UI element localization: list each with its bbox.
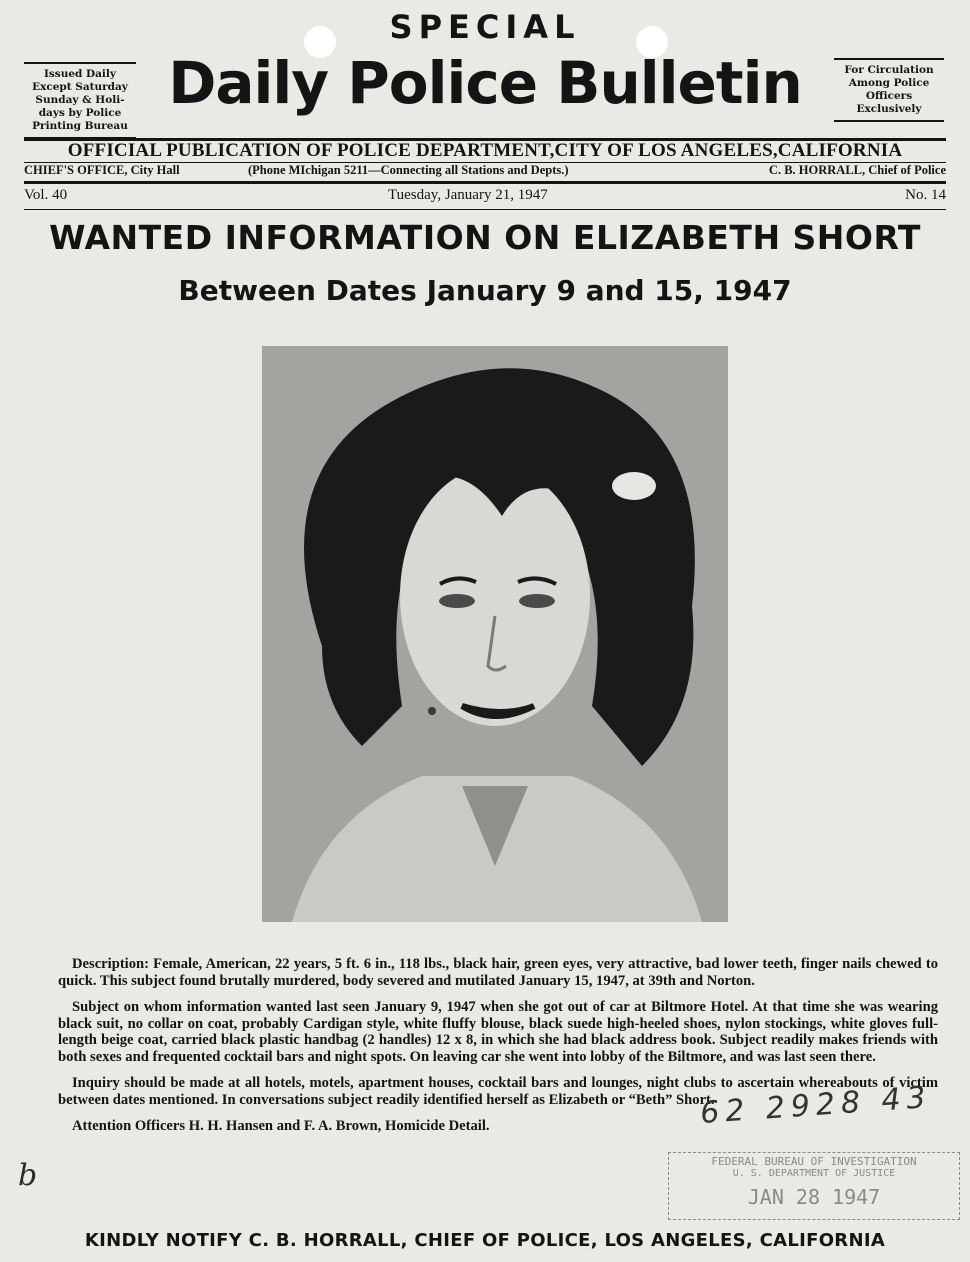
rule-bottom: [24, 209, 946, 210]
circulation-line: For Circulation: [844, 64, 934, 76]
official-publication-line: OFFICIAL PUBLICATION OF POLICE DEPARTMENT,CITY OF LOS ANGELES,CALIFORNIA: [67, 140, 903, 161]
circulation-line: Exclusively: [856, 103, 922, 115]
margin-handwriting: b: [18, 1158, 38, 1193]
issue-date: Tuesday, January 21, 1947: [388, 187, 548, 203]
circulation-box: [834, 58, 944, 122]
handwritten-file-number: 62 2928 43: [699, 1079, 933, 1132]
volume-number: Vol. 40: [24, 187, 68, 203]
issued-daily-box: [24, 62, 136, 139]
attention-paragraph: Attention Officers H. H. Hansen and F. A. Brown, Homicide Detail.: [72, 1118, 490, 1134]
portrait-illustration: [262, 346, 728, 922]
last-seen-paragraph: Subject on whom information wanted last seen January 9, 1947 when she got out of car at Biltmore Hotel. At that time she was wearing black suit, no collar on coat, probably Cardigan style, white fluffy blouse, black suede high-heeled shoes, nylon stockings, white gloves full-length beige coat, carried black plastic handbag (2 handles) 12 x 8, in which she had black address book. Subject readily makes friends with both sexes and frequented cocktail bars and night spots. On leaving car she went into lobby of the Biltmore, and was last seen there.: [58, 999, 938, 1065]
chief-name: C. B. HORRALL, Chief of Police: [768, 163, 946, 177]
issued-line: days by Police: [38, 107, 122, 119]
description-paragraph: Description: Female, American, 22 years, 5 ft. 6 in., 118 lbs., black hair, green eyes, very attractive, bad lower teeth, finger nails chewed to quick. This subject found brutally murdered, body severed and mutilated January 15, 1947, at 39th and Norton.: [58, 956, 938, 989]
stamp-date: JAN 28 1947: [747, 1185, 881, 1209]
stamp-agency: FEDERAL BUREAU OF INVESTIGATION: [711, 1155, 917, 1168]
masthead-title: Daily Police Bulletin: [168, 49, 802, 117]
issued-line: Issued Daily: [43, 68, 117, 80]
chiefs-office: CHIEF'S OFFICE, City Hall: [24, 163, 180, 177]
issued-line: Sunday & Holi-: [35, 94, 125, 106]
stamp-department: U. S. DEPARTMENT OF JUSTICE: [732, 1168, 896, 1179]
circulation-line: Among Police: [848, 77, 930, 89]
issued-line: Printing Bureau: [32, 120, 128, 132]
headline: WANTED INFORMATION ON ELIZABETH SHORT: [49, 218, 921, 257]
footer-notice: KINDLY NOTIFY C. B. HORRALL, CHIEF OF POLICE, LOS ANGELES, CALIFORNIA: [84, 1230, 886, 1251]
issued-line: Except Saturday: [32, 81, 128, 93]
special-label: SPECIAL: [389, 8, 581, 46]
phone-line: (Phone MIchigan 5211—Connecting all Stations and Depts.): [248, 163, 569, 177]
issue-number: No. 14: [905, 187, 946, 203]
portrait-photo: [262, 346, 728, 922]
subheadline: Between Dates January 9 and 15, 1947: [178, 274, 792, 307]
rule-lower: [24, 181, 946, 184]
circulation-line: Officers: [865, 90, 913, 102]
inquiry-paragraph: Inquiry should be made at all hotels, motels, apartment houses, cocktail bars and lounges, night clubs to ascertain whereabouts of victim between dates mentioned. In conversations subject readily identified herself as Elizabeth or “Beth” Short.: [58, 1075, 938, 1108]
received-stamp: [668, 1152, 960, 1220]
